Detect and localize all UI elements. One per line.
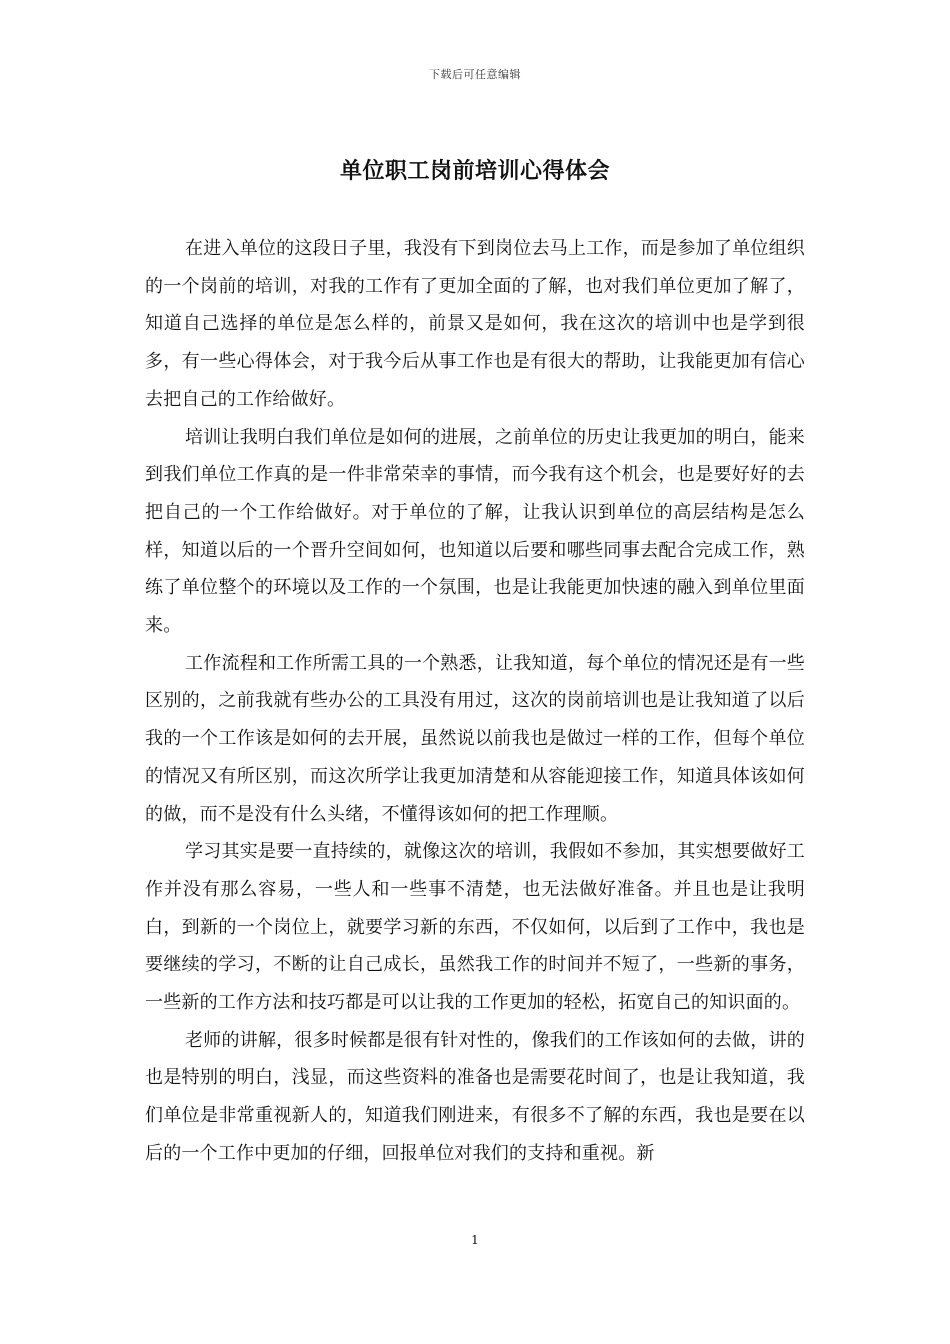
paragraph: 在进入单位的这段日子里，我没有下到岗位去马上工作，而是参加了单位组织的一个岗前的培训，对我的工作有了更加全面的了解，也对我们单位更加了解了，知道自己选择的单位是怎么样的，前景又是如何，我在这次的培训中也是学到很多，有一些心得体会，对于我今后从事工作也是有很大的帮助，让我能更加有信心去把自己的工作给做好。 bbox=[145, 238, 805, 410]
paragraph: 工作流程和工作所需工具的一个熟悉，让我知道，每个单位的情况还是有一些区别的，之前我就有些办公的工具没有用过，这次的岗前培训也是让我知道了以后我的一个工作该是如何的去开展，虽然说以前我也是做过一样的工作，但每个单位的情况又有所区别，而这次所学让我更加清楚和从容能迎接工作，知道具体该如何的做，而不是没有什么头绪，不懂得该如何的把工作理顺。 bbox=[145, 652, 805, 825]
header-note: 下载后可任意编辑 bbox=[429, 68, 521, 81]
paragraph: 学习其实是要一直持续的，就像这次的培训，我假如不参加，其实想要做好工作并没有那么容易，一些人和一些事不清楚，也无法做好准备。并且也是让我明白，到新的一个岗位上，就要学习新的东西，不仅如何，以后到了工作中，我也是要继续的学习，不断的让自己成长，虽然我工作的时间并不短了，一些新的事务，一些新的工作方法和技巧都是可以让我的工作更加的轻松，拓宽自己的知识面的。 bbox=[145, 841, 805, 1014]
paragraph: 培训让我明白我们单位是如何的进展，之前单位的历史让我更加的明白，能来到我们单位工作真的是一件非常荣幸的事情，而今我有这个机会，也是要好好的去把自己的一个工作给做好。对于单位的了解，让我认识到单位的高层结构是怎么样，知道以后的一个晋升空间如何，也知道以后要和哪些同事去配合完成工作，熟练了单位整个的环境以及工作的一个氛围，也是让我能更加快速的融入到单位里面来。 bbox=[145, 426, 805, 637]
document-title: 单位职工岗前培训心得体会 bbox=[339, 158, 610, 184]
page-number: 1 bbox=[471, 1233, 479, 1247]
paragraph: 老师的讲解，很多时候都是很有针对性的，像我们的工作该如何的去做，讲的也是特别的明白，浅显，而这些资料的准备也是需要花时间了，也是让我知道，我们单位是非常重视新人的，知道我们刚进来，有很多不了解的东西，我也是要在以后的一个工作中更加的仔细，回报单位对我们的支持和重视。新 bbox=[145, 1029, 805, 1164]
document-body bbox=[145, 230, 805, 1173]
